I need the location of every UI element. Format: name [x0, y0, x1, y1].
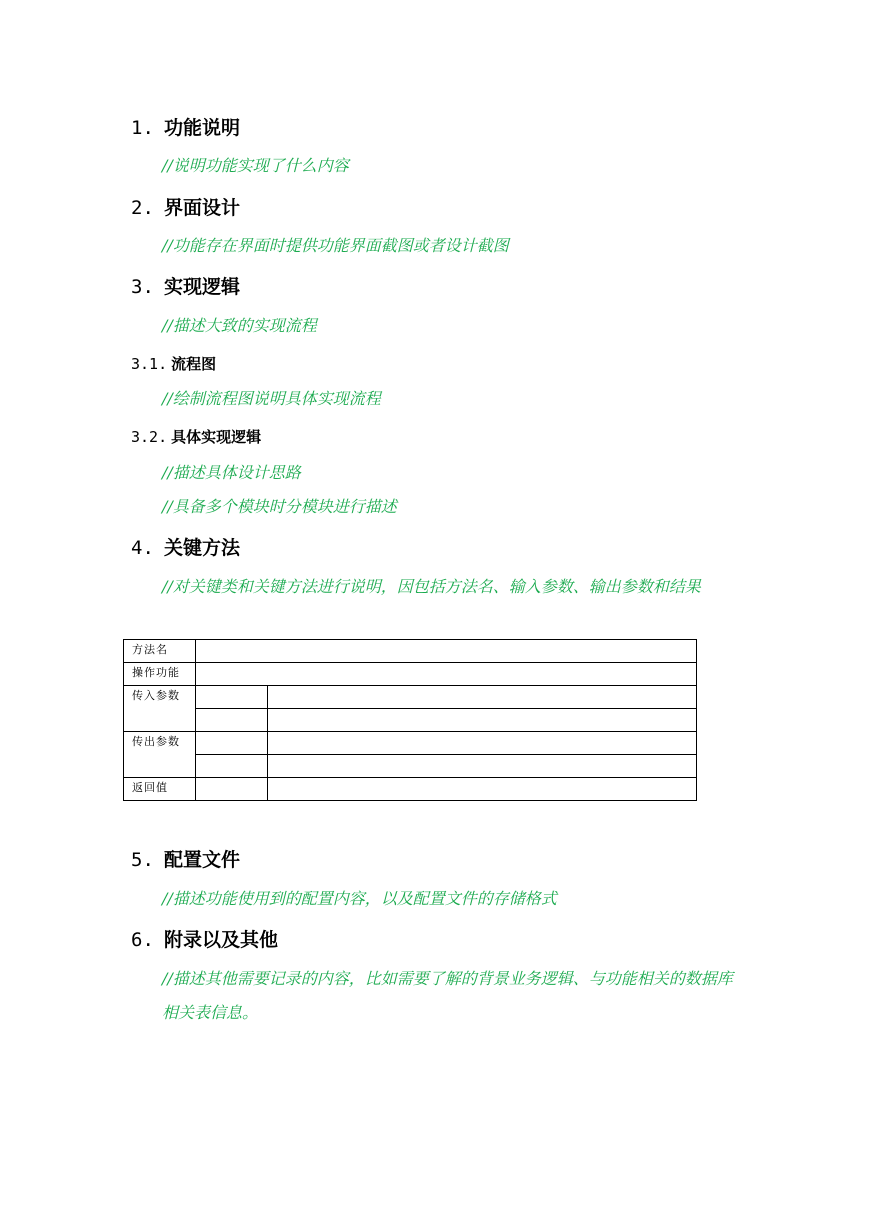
note-section-3: //描述大致的实现流程	[162, 316, 317, 335]
note-section-3-1: //绘制流程图说明具体实现流程	[162, 389, 381, 408]
heading-section-5	[131, 848, 240, 872]
heading-number: 5.	[131, 849, 154, 871]
table-row	[124, 755, 697, 778]
note-section-6: //描述其他需要记录的内容，比如需要了解的背景业务逻辑、与功能相关的数据库相关表信息。	[162, 969, 733, 1022]
heading-title: 关键方法	[164, 537, 241, 559]
operation-value	[196, 663, 697, 686]
heading-number: 2.	[131, 197, 154, 219]
output-param-desc	[268, 755, 697, 778]
method-table	[123, 639, 697, 801]
heading-section-6	[131, 928, 278, 952]
method-name-value	[196, 640, 697, 663]
heading-section-3	[131, 275, 240, 299]
heading-section-1	[131, 116, 240, 140]
heading-title: 实现逻辑	[164, 276, 241, 298]
heading-title: 具体实现逻辑	[171, 428, 262, 446]
note-section-3-2-b: //具备多个模块时分模块进行描述	[162, 497, 397, 516]
note-section-3-2-a: //描述具体设计思路	[162, 463, 301, 482]
table-row	[124, 709, 697, 732]
heading-number: 3.	[131, 276, 154, 298]
heading-title: 附录以及其他	[164, 929, 279, 951]
heading-title: 流程图	[171, 355, 217, 373]
output-param-name	[196, 755, 268, 778]
table-row	[124, 732, 697, 755]
input-param-name	[196, 686, 268, 709]
table-row	[124, 640, 697, 663]
method-name-label: 方法名	[124, 640, 196, 663]
heading-number: 1.	[131, 117, 154, 139]
note-section-4: //对关键类和关键方法进行说明，因包括方法名、输入参数、输出参数和结果	[162, 577, 701, 596]
heading-number: 4.	[131, 537, 154, 559]
heading-section-3-1	[131, 354, 216, 374]
input-param-desc	[268, 686, 697, 709]
heading-number: 3.2.	[131, 428, 168, 446]
output-param-name	[196, 732, 268, 755]
output-params-label: 传出参数	[124, 732, 196, 778]
input-param-name	[196, 709, 268, 732]
note-section-5: //描述功能使用到的配置内容，以及配置文件的存储格式	[162, 889, 557, 908]
operation-label: 操作功能	[124, 663, 196, 686]
note-section-1: //说明功能实现了什么内容	[162, 156, 349, 175]
heading-number: 3.1.	[131, 355, 168, 373]
return-value-type	[196, 778, 268, 801]
heading-title: 界面设计	[164, 197, 241, 219]
table-row	[124, 778, 697, 801]
return-value-desc	[268, 778, 697, 801]
heading-section-2	[131, 196, 240, 220]
table-row	[124, 663, 697, 686]
heading-number: 6.	[131, 929, 154, 951]
heading-title: 功能说明	[164, 117, 241, 139]
input-param-desc	[268, 709, 697, 732]
heading-section-4	[131, 536, 240, 560]
heading-section-3-2	[131, 427, 261, 447]
table-row	[124, 686, 697, 709]
output-param-desc	[268, 732, 697, 755]
note-section-2: //功能存在界面时提供功能界面截图或者设计截图	[162, 236, 509, 255]
return-value-label: 返回值	[124, 778, 196, 801]
heading-title: 配置文件	[164, 849, 241, 871]
input-params-label: 传入参数	[124, 686, 196, 732]
